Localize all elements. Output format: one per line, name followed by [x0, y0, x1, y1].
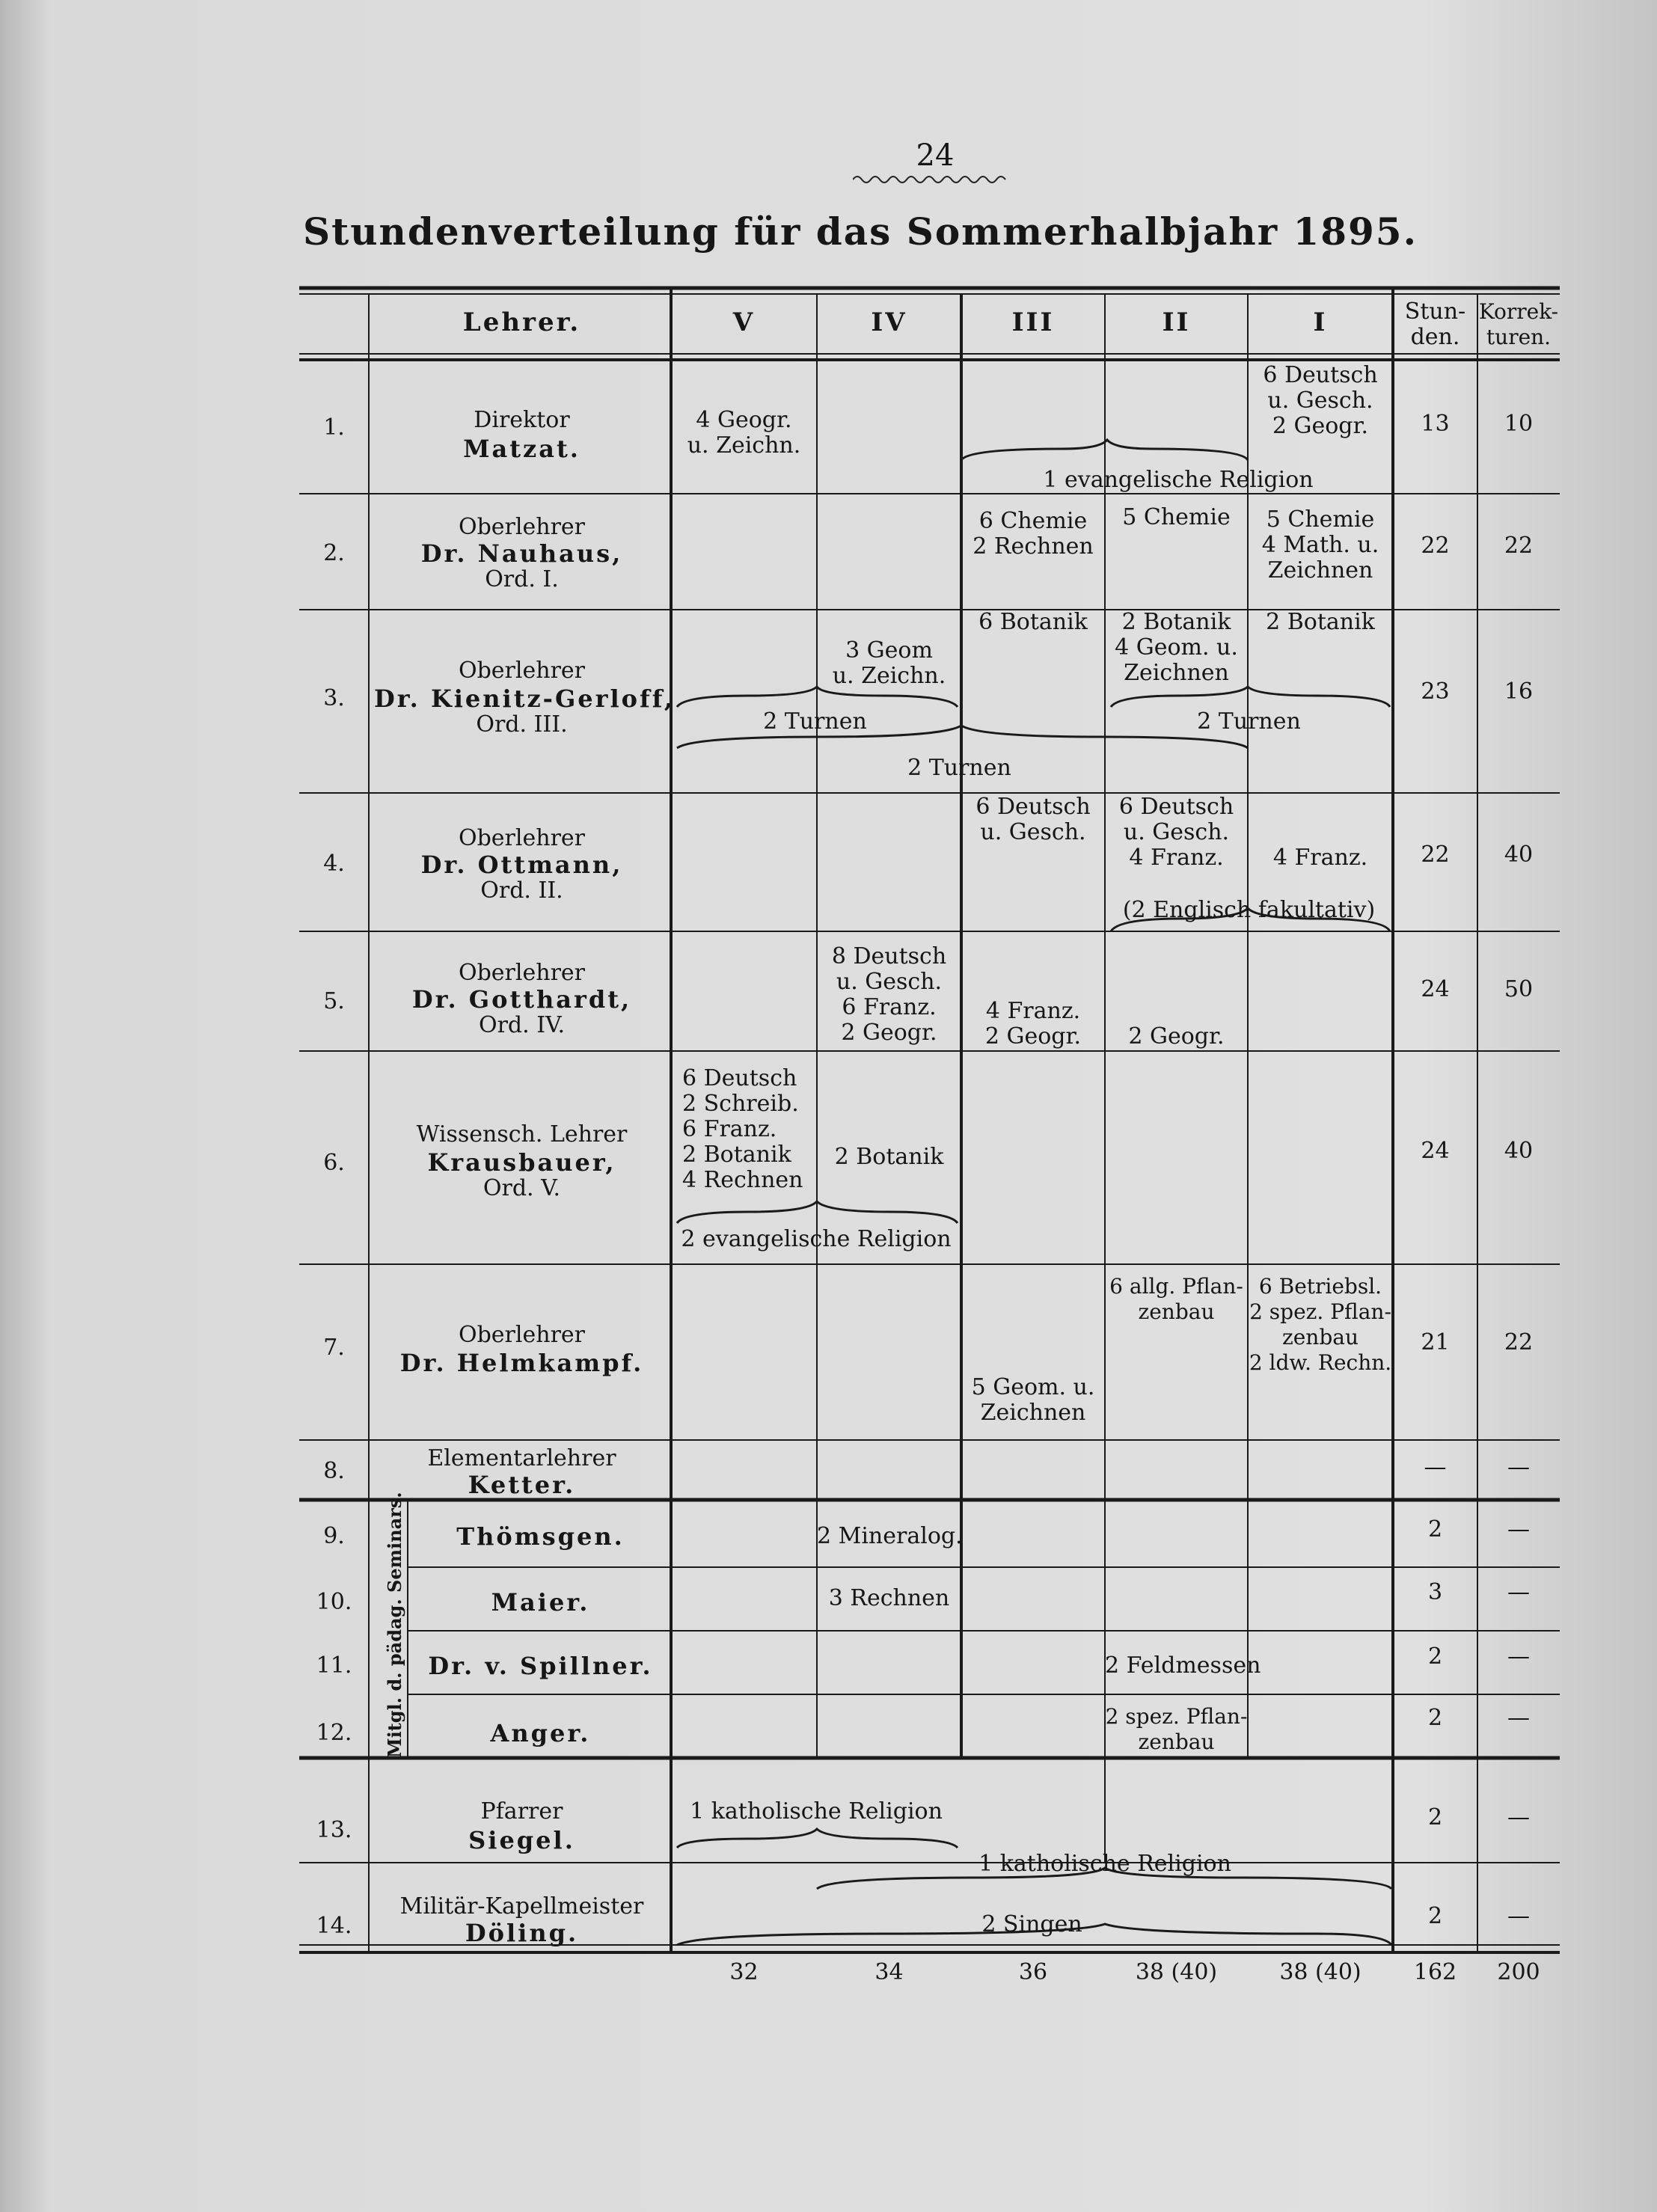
row-number: 11. [316, 1652, 352, 1679]
teacher-title: Wissensch. Lehrer [416, 1121, 628, 1148]
cell-iv: 3 Rechnen [828, 1585, 950, 1611]
row-number: 4. [323, 851, 345, 877]
total-v: 32 [729, 1959, 759, 1985]
cell-ii: 6 Deutsch u. Gesch. 4 Franz. [1118, 794, 1234, 871]
row-number: 9. [323, 1523, 345, 1549]
header-iii: III [1011, 307, 1055, 337]
cell-stunden: 13 [1421, 411, 1450, 437]
cell-i: 2 Botanik [1266, 609, 1375, 635]
total-ii: 38 (40) [1135, 1959, 1218, 1985]
cell-stunden: 24 [1421, 976, 1450, 1002]
header-iv: IV [871, 307, 907, 337]
teacher-title: Oberlehrer [459, 960, 585, 986]
teacher-name: Dr. Gotthardt, [411, 985, 632, 1014]
cell-i: 5 Chemie 4 Math. u. Zeichnen [1261, 506, 1379, 583]
cell-stunden: 2 [1427, 1643, 1443, 1670]
teacher-ordinarius: Ord. IV. [478, 1012, 566, 1038]
row-number: 8. [323, 1458, 345, 1484]
cell-korrekturen: 50 [1504, 976, 1534, 1002]
cell-iv: 2 Botanik [834, 1144, 944, 1170]
cell-ii: 2 Botanik 4 Geom. u. Zeichnen [1115, 609, 1238, 686]
teacher-name: Siegel. [468, 1826, 575, 1854]
total-iii: 36 [1018, 1959, 1048, 1985]
cell-iii: 6 Chemie 2 Rechnen [973, 508, 1094, 560]
row-number: 1. [323, 414, 345, 441]
cell-iv: 3 Geom u. Zeichn. [832, 637, 946, 689]
cell-korrekturen: — [1507, 1804, 1530, 1830]
cell-stunden: 2 [1427, 1903, 1443, 1929]
cell-stunden: — [1424, 1454, 1447, 1480]
teacher-title: Oberlehrer [459, 658, 585, 684]
teacher-name: Thömsgen. [456, 1522, 625, 1551]
cell-korrekturen: — [1507, 1516, 1530, 1542]
row-number: 5. [323, 988, 345, 1014]
cell-ii: 5 Chemie [1122, 504, 1231, 530]
teacher-name: Maier. [491, 1588, 590, 1617]
total-korrekturen: 200 [1497, 1959, 1540, 1985]
teacher-title: Pfarrer [480, 1798, 563, 1825]
span-englisch: (2 Englisch fakultativ) [1122, 897, 1376, 923]
span-singen: 2 Singen [981, 1911, 1082, 1937]
teacher-name: Döling. [465, 1919, 579, 1947]
header-stunden: Stun- den. [1404, 298, 1466, 350]
cell-iii: 4 Franz. 2 Geogr. [984, 998, 1082, 1050]
header-ii: II [1162, 307, 1191, 337]
cell-korrekturen: 40 [1504, 1138, 1534, 1164]
teacher-title: Oberlehrer [459, 1322, 585, 1348]
seminar-side-label: Mitgl. d. pädag. Seminars. [384, 1492, 405, 1758]
cell-ii: 2 Geogr. [1128, 1023, 1225, 1050]
span-turnen-right: 2 Turnen [1197, 708, 1301, 735]
cell-stunden: 2 [1427, 1705, 1443, 1731]
cell-korrekturen: — [1507, 1903, 1530, 1929]
cell-stunden: 2 [1427, 1516, 1443, 1542]
cell-iii: 5 Geom. u. Zeichnen [971, 1374, 1095, 1426]
row-number: 12. [316, 1720, 352, 1746]
teacher-name: Matzat. [463, 435, 581, 463]
span-religion: 2 evangelische Religion [681, 1226, 952, 1252]
teacher-name: Dr. v. Spillner. [428, 1652, 653, 1680]
cell-stunden: 24 [1421, 1138, 1450, 1164]
cell-i: 6 Betriebsl. 2 spez. Pflan- zenbau 2 ldw. Rechn. [1249, 1274, 1392, 1375]
teacher-title: Oberlehrer [459, 514, 585, 540]
teacher-title: Oberlehrer [459, 825, 585, 851]
cell-iii: 6 Botanik [978, 609, 1088, 635]
cell-korrekturen: — [1507, 1454, 1530, 1480]
span-katholische-religion-iii-i: 1 katholische Religion [978, 1851, 1231, 1877]
cell-korrekturen: — [1507, 1643, 1530, 1670]
page-title: Stundenverteilung für das Sommerhalbjahr 1895. [302, 209, 1418, 254]
span-katholische-religion-v-iv: 1 katholische Religion [690, 1798, 943, 1825]
cell-korrekturen: 16 [1504, 678, 1534, 705]
cell-korrekturen: 22 [1504, 533, 1534, 559]
teacher-title: Militär-Kapellmeister [399, 1893, 644, 1920]
cell-stunden: 2 [1427, 1804, 1443, 1830]
cell-stunden: 3 [1427, 1579, 1443, 1605]
cell-ii: 2 Feldmessen [1105, 1652, 1261, 1679]
header-i: I [1313, 307, 1328, 337]
teacher-name: Dr. Kienitz-Gerloff, [374, 684, 675, 713]
span-turnen-mid: 2 Turnen [907, 755, 1011, 781]
row-number: 6. [323, 1150, 345, 1176]
teacher-name: Dr. Nauhaus, [420, 539, 623, 568]
row-number: 14. [316, 1913, 352, 1939]
total-stunden: 162 [1413, 1959, 1457, 1985]
cell-iv: 8 Deutsch u. Gesch. 6 Franz. 2 Geogr. [831, 943, 947, 1046]
page-number: 24 [916, 138, 955, 173]
cell-iv: 2 Mineralog. [817, 1523, 963, 1549]
row-number: 2. [323, 540, 345, 566]
cell-v: 6 Deutsch 2 Schreib. 6 Franz. 2 Botanik 4 Rechnen [682, 1065, 803, 1193]
teacher-name: Anger. [490, 1719, 591, 1747]
cell-stunden: 21 [1421, 1329, 1450, 1355]
cell-korrekturen: — [1507, 1579, 1530, 1605]
cell-stunden: 22 [1421, 842, 1450, 868]
cell-stunden: 22 [1421, 533, 1450, 559]
teacher-ordinarius: Ord. II. [480, 877, 563, 904]
teacher-name: Ketter. [468, 1471, 576, 1499]
total-i: 38 (40) [1279, 1959, 1362, 1985]
cell-stunden: 23 [1421, 678, 1450, 705]
cell-i: 4 Franz. [1272, 845, 1368, 871]
row-number: 10. [316, 1589, 352, 1615]
teacher-ordinarius: Ord. III. [476, 711, 568, 738]
teacher-title: Elementarlehrer [427, 1445, 616, 1471]
row-number: 3. [323, 685, 345, 711]
teacher-name: Dr. Helmkampf. [399, 1349, 644, 1377]
cell-ii: 6 allg. Pflan- zenbau [1109, 1274, 1243, 1324]
span-turnen-left: 2 Turnen [763, 708, 867, 735]
teacher-name: Krausbauer, [427, 1148, 616, 1177]
header-korrekturen: Korrek- turen. [1478, 299, 1559, 349]
cell-korrekturen: — [1507, 1705, 1530, 1731]
row-number: 7. [323, 1335, 345, 1361]
span-religion: 1 evangelische Religion [1043, 467, 1314, 493]
teacher-title: Direktor [474, 407, 570, 433]
row-number: 13. [316, 1817, 352, 1843]
header-v: V [732, 307, 756, 337]
teacher-ordinarius: Ord. I. [485, 566, 559, 592]
cell-iii: 6 Deutsch u. Gesch. [975, 794, 1091, 845]
cell-korrekturen: 10 [1504, 411, 1534, 437]
teacher-ordinarius: Ord. V. [483, 1175, 561, 1201]
cell-ii: 2 spez. Pflan- zenbau [1105, 1704, 1248, 1754]
cell-korrekturen: 40 [1504, 842, 1534, 868]
cell-korrekturen: 22 [1504, 1329, 1534, 1355]
cell-v: 4 Geogr. u. Zeichn. [687, 407, 801, 459]
header-lehrer: Lehrer. [462, 307, 581, 337]
total-iv: 34 [875, 1959, 904, 1985]
teacher-name: Dr. Ottmann, [420, 851, 623, 879]
cell-i: 6 Deutsch u. Gesch. 2 Geogr. [1263, 362, 1378, 439]
